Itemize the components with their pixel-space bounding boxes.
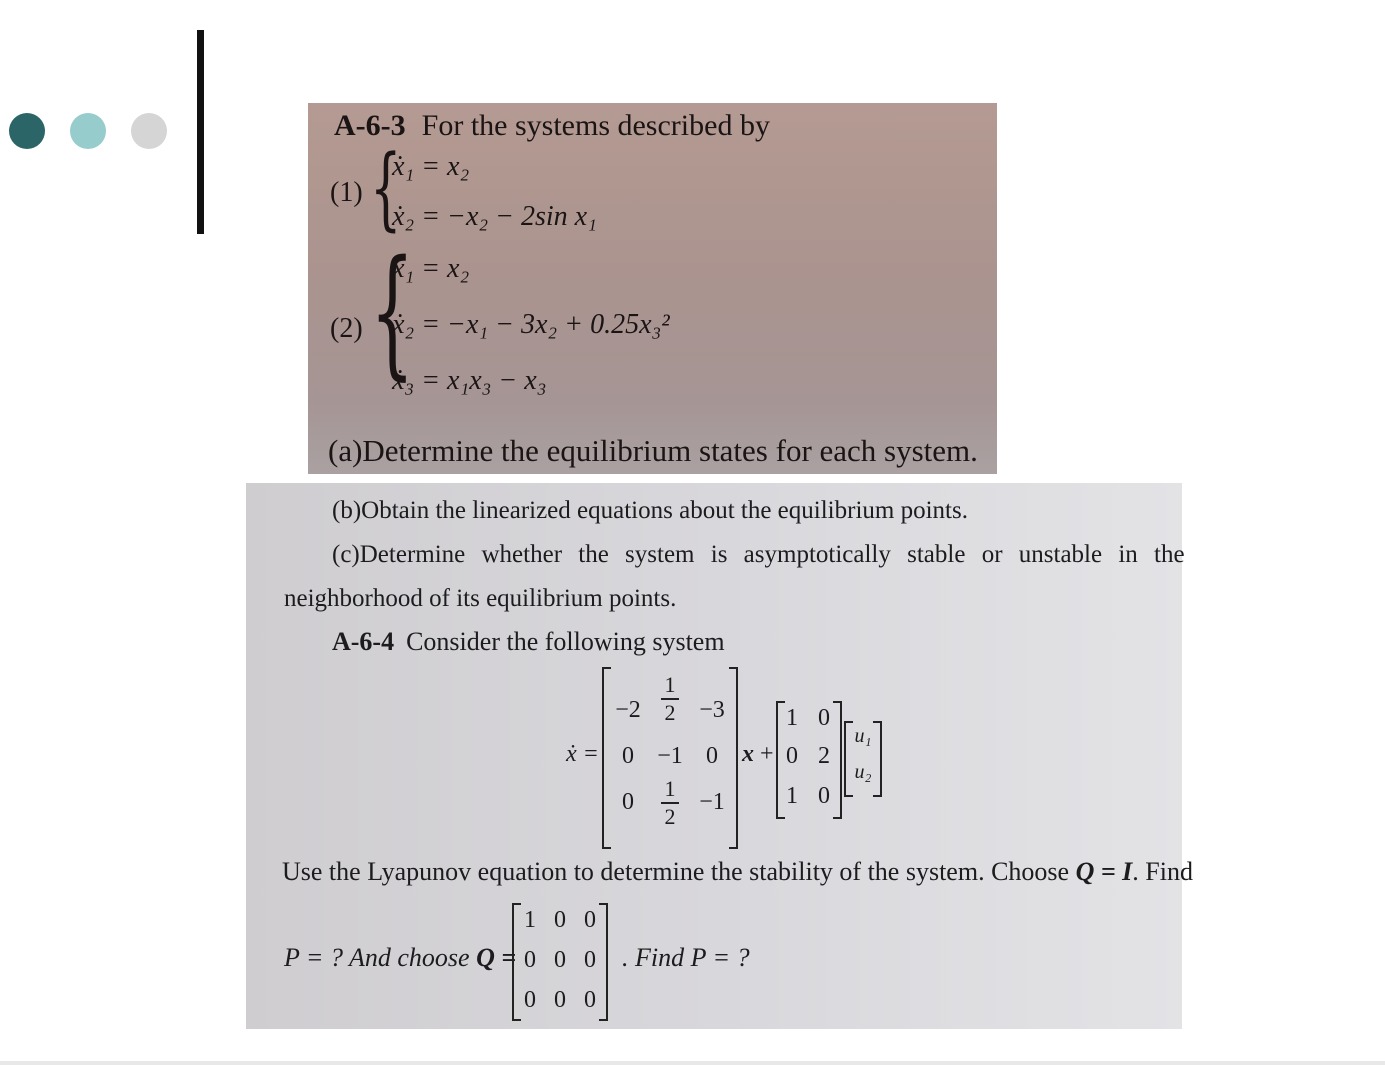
problem-intro: For the systems described by [421, 109, 770, 142]
matrix-a-cell: −1 [699, 789, 725, 815]
input-vector-u [844, 721, 882, 797]
slide-dot-1 [9, 113, 45, 149]
matrix-a-cell: 0 [622, 789, 634, 815]
state-eq-lhs: ẋ = [566, 741, 599, 767]
plus-sign: + [760, 741, 774, 767]
input-u2: u₂ [854, 761, 872, 783]
matrix-b-cell: 2 [818, 743, 830, 769]
matrix-b-cell: 0 [818, 783, 830, 809]
matrix-a-cell: 0 [706, 743, 718, 769]
matrix-b-cell: 1 [786, 783, 798, 809]
matrix-q-cell: 0 [584, 947, 596, 973]
system2-brace: { [370, 231, 415, 394]
part-c-text: (c)Determine whether the system is asymptotically stable or unstable in the [332, 541, 1185, 568]
matrix-q-cell: 0 [584, 907, 596, 933]
matrix-q-cell: 0 [524, 947, 536, 973]
part-a-text: (a)Determine the equilibrium states for each system. [328, 433, 978, 468]
state-eq-x-plus [742, 741, 774, 768]
problem-photo-a-6-3 [308, 103, 997, 474]
matrix-a-frac-half: 1 2 [658, 673, 682, 725]
problem-id: A-6-3 [334, 109, 406, 142]
state-vector-x: x [742, 741, 754, 767]
system2-eq1: ẋ₁ = x₂ [392, 253, 470, 284]
matrix-b-cell: 1 [786, 705, 798, 731]
matrix-a-cell: −1 [657, 743, 683, 769]
matrix-q-cell: 0 [554, 907, 566, 933]
problem-id-2: A-6-4 [332, 627, 395, 656]
q-symbol: Q = [476, 943, 517, 972]
matrix-q-cell: 0 [554, 947, 566, 973]
lyapunov-text: Use the Lyapunov equation to determine the stability of the system. Choose [282, 857, 1070, 886]
problem-intro-2: Consider the following system [406, 627, 725, 656]
matrix-q-cell: 0 [554, 987, 566, 1013]
bottom-divider [0, 1061, 1385, 1065]
matrix-q [512, 903, 608, 1021]
system2-eq3: ẋ₃ = x₁x₃ − x₃ [392, 365, 547, 396]
system1-label: (1) [330, 177, 363, 208]
matrix-q-cell: 1 [524, 907, 536, 933]
choose-q-identity: Q = I [1075, 857, 1133, 886]
matrix-b-cell: 0 [818, 705, 830, 731]
slide-dot-3 [131, 113, 167, 149]
matrix-a-cell: −2 [615, 697, 641, 723]
slide-dot-2 [70, 113, 106, 149]
problem-header-2 [332, 627, 725, 657]
matrix-q-cell: 0 [524, 987, 536, 1013]
lyapunov-instruction [282, 857, 1193, 887]
system2-label: (2) [330, 313, 363, 344]
part-b-text: (b)Obtain the linearized equations about the equilibrium points. [332, 497, 968, 524]
matrix-a-frac-half: 1 2 [658, 777, 682, 829]
matrix-a-cell: −3 [699, 697, 725, 723]
system1-eq2: ẋ₂ = −x₂ − 2sin x₁ [392, 201, 597, 232]
matrix-q-cell: 0 [584, 987, 596, 1013]
find-p-text: . Find P = ? [622, 943, 750, 972]
matrix-b [776, 701, 842, 819]
system1-brace: { [370, 136, 402, 241]
problem-photo-a-6-4 [246, 483, 1193, 1029]
matrix-a-cell: 0 [622, 743, 634, 769]
matrix-a [602, 667, 738, 849]
find-word: . Find [1132, 857, 1193, 886]
matrix-b-cell: 0 [786, 743, 798, 769]
vertical-divider [197, 30, 204, 234]
p-question [284, 943, 516, 973]
p-question-text: P = ? And choose [284, 943, 470, 972]
system1-eq1: ẋ₁ = x₂ [392, 151, 470, 182]
part-c-text-cont: neighborhood of its equilibrium points. [284, 585, 677, 612]
system2-eq2: ẋ₂ = −x₁ − 3x₂ + 0.25x₃² [392, 309, 670, 340]
input-u1: u₁ [854, 725, 872, 747]
